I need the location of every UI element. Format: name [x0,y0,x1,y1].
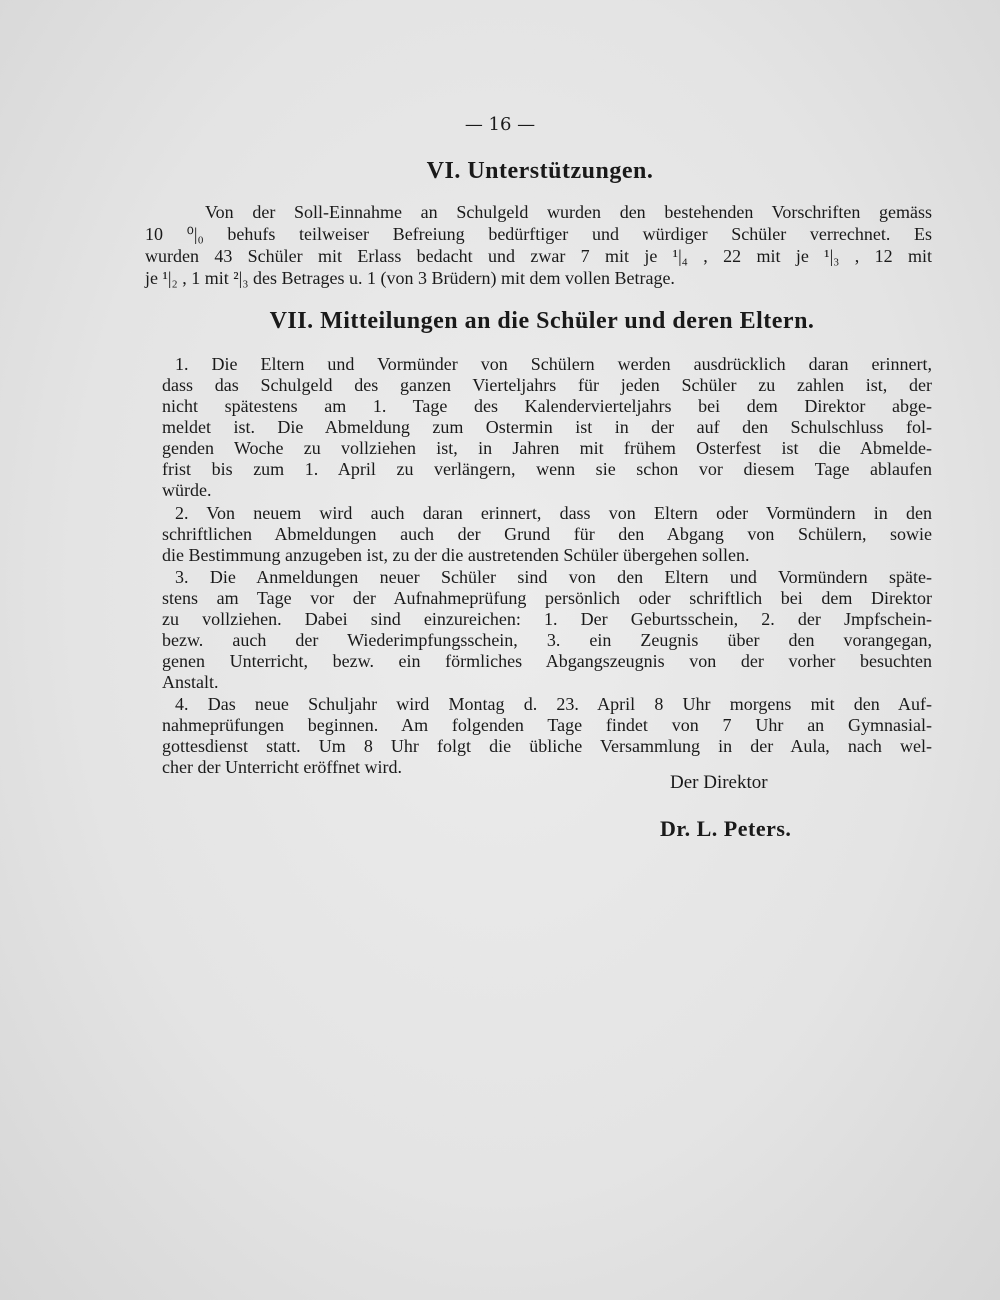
paragraph-line: 2. Von neuem wird auch daran erinnert, dass von Eltern oder Vormündern in den [175,503,932,523]
paragraph-line: je ¹|₂ , 1 mit ²|₃ des Betrages u. 1 (von 3 Brüdern) mit dem vollen Betrage. [145,268,675,288]
paragraph-line: wurden 43 Schüler mit Erlass bedacht und zwar 7 mit je ¹|₄ , 22 mit je ¹|₃ , 12 mit [145,246,932,266]
paragraph-line: 10 ⁰|₀ behufs teilweiser Befreiung bedürftiger und würdiger Schüler verrechnet. Es [145,224,932,244]
signature-name: Dr. L. Peters. [660,816,792,841]
signature-role: Der Direktor [670,772,768,793]
paragraph-line: genen Unterricht, bezw. ein förmliches Abgangszeugnis von der vorher besuchten [162,651,932,671]
paragraph-line: dass das Schulgeld des ganzen Vierteljahrs für jeden Schüler zu zahlen ist, der [162,375,932,395]
paragraph-line: die Bestimmung anzugeben ist, zu der die austretenden Schüler übergehen sollen. [162,545,750,565]
paragraph-line: nahmeprüfungen beginnen. Am folgenden Tage findet von 7 Uhr an Gymnasial- [162,715,932,735]
paragraph-line: bezw. auch der Wiederimpfungsschein, 3. ein Zeugnis über den vorangegan, [162,630,932,650]
paragraph-line: zu vollziehen. Dabei sind einzureichen: 1. Der Geburtsschein, 2. der Jmpfschein- [162,609,932,629]
paragraph-line: genden Woche zu vollziehen ist, in Jahren mit frühem Osterfest ist die Abmelde- [162,438,932,458]
paragraph-line: Anstalt. [162,672,219,692]
section-7-heading: VII. Mitteilungen an die Schüler und deren Eltern. [269,308,815,334]
paragraph-line: schriftlichen Abmeldungen auch der Grund für den Abgang von Schülern, sowie [162,524,932,544]
paragraph-line: 1. Die Eltern und Vormünder von Schülern werden ausdrücklich daran erinnert, [175,354,932,374]
paragraph-line: Von der Soll-Einnahme an Schulgeld wurden den bestehenden Vorschriften gemäss [205,202,932,222]
paragraph-line: gottesdienst statt. Um 8 Uhr folgt die übliche Versammlung in der Aula, nach wel- [162,736,932,756]
paragraph-line: würde. [162,480,212,500]
paragraph-line: 3. Die Anmeldungen neuer Schüler sind von den Eltern und Vormündern späte- [175,567,932,587]
paragraph-line: stens am Tage vor der Aufnahmeprüfung persönlich oder schriftlich bei dem Direktor [162,588,932,608]
paragraph-line: frist bis zum 1. April zu verlängern, wenn sie schon vor diesem Tage ablaufen [162,459,932,479]
paragraph-line: nicht spätestens am 1. Tage des Kalendervierteljahrs bei dem Direktor abge- [162,396,932,416]
section-6-heading: VI. Unterstützungen. [426,158,654,184]
paragraph-line: meldet ist. Die Abmeldung zum Ostermin ist in der auf den Schulschluss fol- [162,417,932,437]
paragraph-line: 4. Das neue Schuljahr wird Montag d. 23. April 8 Uhr morgens mit den Auf- [175,694,932,714]
page-number: — 16 — [464,114,536,135]
paragraph-line: cher der Unterricht eröffnet wird. [162,757,403,777]
